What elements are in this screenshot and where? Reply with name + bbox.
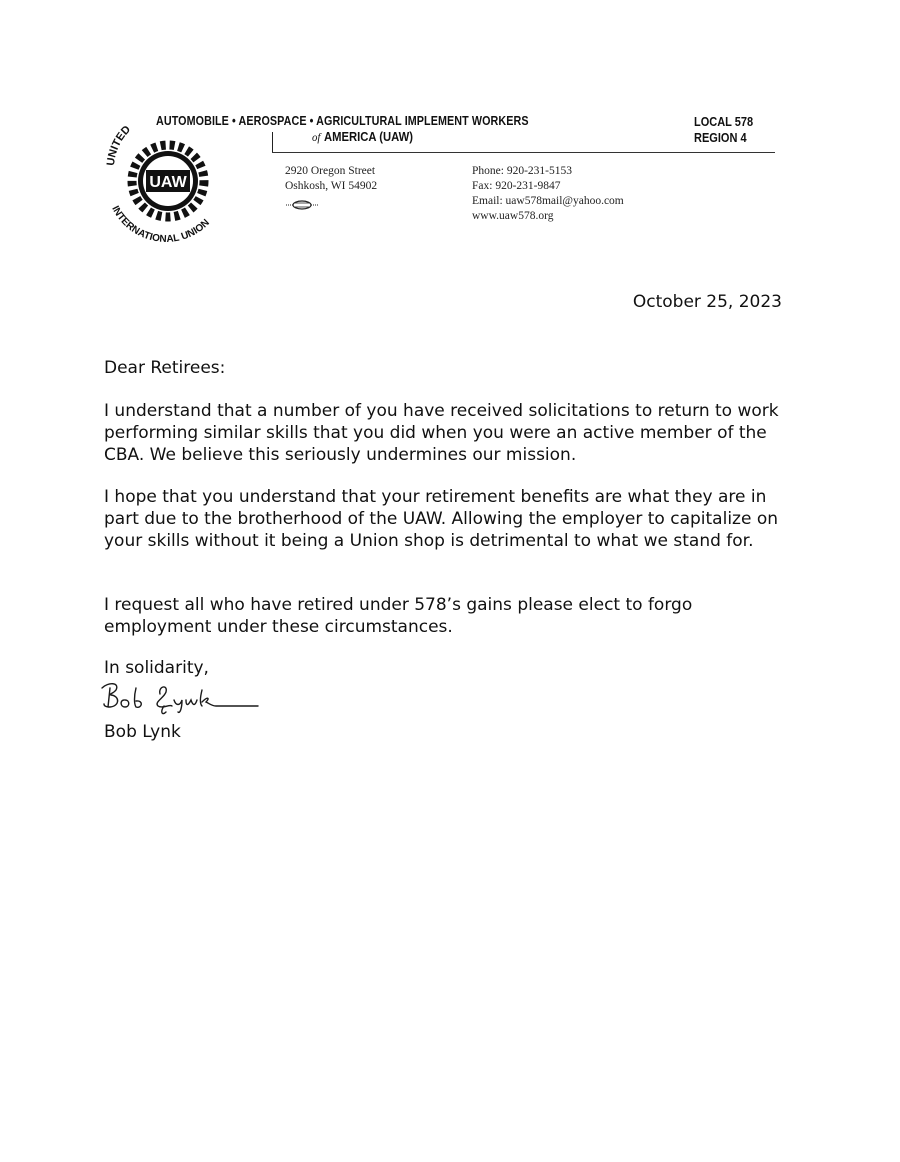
svg-text:INTERNATIONAL UNION <box>109 204 212 245</box>
local-number: LOCAL 578 <box>694 115 754 129</box>
body-paragraph-1: I understand that a number of you have received solicitations to return to work performing similar skills that you did when you were an active member of the CBA. We believe this seriously undermines our mission. <box>104 401 779 465</box>
salutation: Dear Retirees: <box>104 358 226 378</box>
union-name-line2-wrap <box>312 130 413 145</box>
union-bug-icon <box>285 198 319 212</box>
header-rule <box>272 152 775 153</box>
uaw-logo <box>104 108 230 258</box>
header-vertical-bar <box>272 132 273 152</box>
union-name-line1: AUTOMOBILE • AEROSPACE • AGRICULTURAL IMPLEMENT WORKERS <box>156 114 529 128</box>
city-state-zip: Oshkosh, WI 54902 <box>285 180 378 192</box>
union-name-of: of <box>312 130 321 144</box>
union-name-line2: AMERICA (UAW) <box>324 130 413 144</box>
signer-name: Bob Lynk <box>104 722 181 742</box>
website[interactable]: www.uaw578.org <box>472 210 554 222</box>
address-block <box>285 164 377 194</box>
logo-center-text: UAW <box>149 174 187 191</box>
street-address: 2920 Oregon Street <box>285 165 376 177</box>
fax: Fax: 920-231-9847 <box>472 180 561 192</box>
contact-block <box>472 164 624 224</box>
logo-top-arc: UNITED <box>104 123 134 167</box>
closing: In solidarity, <box>104 658 209 678</box>
handwritten-signature <box>98 676 262 716</box>
region-number: REGION 4 <box>694 131 747 145</box>
logo-bottom-arc: INTERNATIONAL UNION <box>109 204 212 246</box>
email[interactable]: Email: uaw578mail@yahoo.com <box>472 195 624 207</box>
phone: Phone: 920-231-5153 <box>472 165 572 177</box>
body-paragraph-2: I hope that you understand that your retirement benefits are what they are in part due to the brotherhood of the UAW. Allowing the employer to capitalize on your skills without it being a Union shop is detrimental to what we stand for. <box>104 487 778 551</box>
body-paragraph-3: I request all who have retired under 578’s gains please elect to forgo employment under these circumstances. <box>104 595 693 637</box>
local-info <box>694 114 753 146</box>
letter-date: October 25, 2023 <box>632 292 782 312</box>
svg-text:UNITED <box>105 123 133 166</box>
